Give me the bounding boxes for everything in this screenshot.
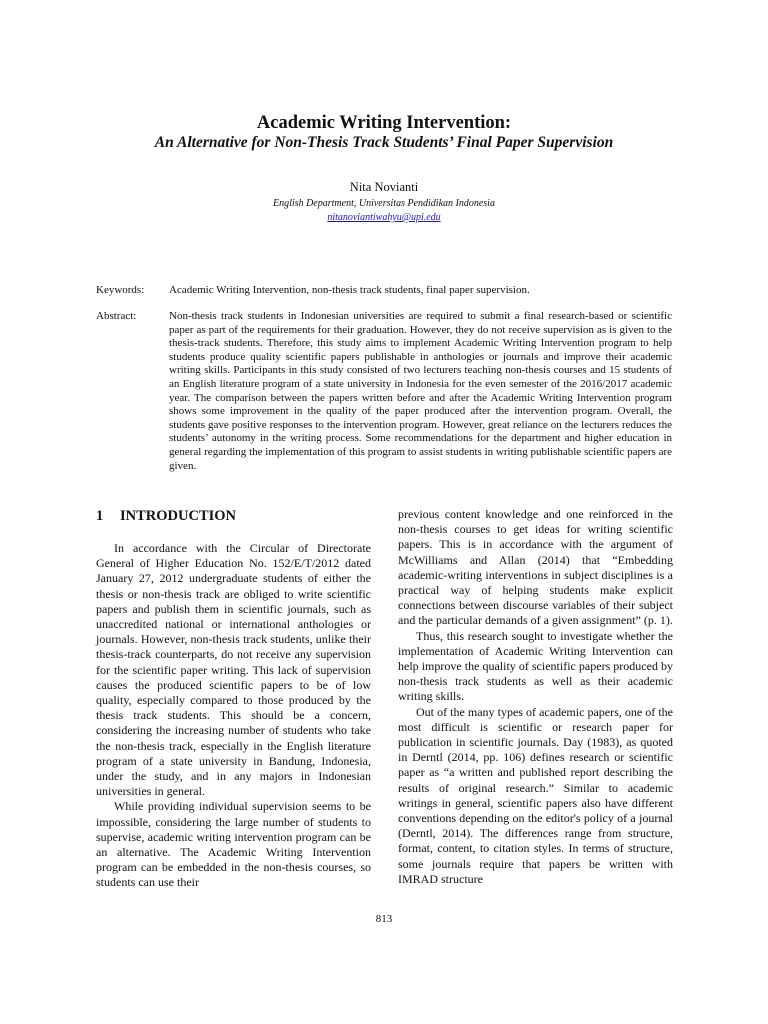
keywords-text: Academic Writing Intervention, non-thesis track students, final paper supervision. [169, 284, 530, 296]
right-column [398, 507, 673, 887]
paper-subtitle: An Alternative for Non-Thesis Track Students’ Final Paper Supervision [154, 134, 614, 151]
left-column [96, 507, 371, 891]
paragraph: While providing individual supervision seems to be impossible, considering the large number of students to supervise, academic writing intervention program can be an alternative. The Academic Writing Intervention program can be embedded in the non-thesis courses, so students can use their [96, 799, 371, 890]
page-number: 813 [375, 913, 393, 925]
section-heading [96, 507, 371, 525]
paragraph: Out of the many types of academic papers, one of the most difficult is scientific or research paper for publication in scientific journals. Day (1983), as quoted in Derntl (2014, pp. 106) defines research or scientific paper as “a written and published report describing the results of original research.” Similar to academic writings in general, scientific papers also have different conventions depending on the editor's policy of a journal (Derntl, 2014). The differences range from structure, format, content, to citation styles. In terms of structure, some journals require that papers be written with IMRAD structure [398, 704, 673, 886]
abstract-text: Non-thesis track students in Indonesian universities are required to submit a final research-based or scientific paper as part of the requirements for their graduation. However, they do not receive supervision as is given to the thesis-track students. Therefore, this study aims to implement Academic Writing Intervention program to help students produce quality scientific papers publishable in anthologies or journals and improve their academic writing skills. Participants in this study consisted of two lecturers teaching non-thesis courses and 15 students of an English literature program of a state university in Indonesia for the even semester of the 2016/2017 academic year. The comparison between the papers written before and after the Academic Writing Intervention program shows some improvement in the quality of the paper produced after the intervention program. Overall, the students gave positive responses to the intervention program. However, great reliance on the lecturers reduces the students’ autonomy in the writing process. Some recommendations for the department and higher education in general regarding the implementation of this program to assist students in writing publishable scientific papers are given. [169, 310, 672, 472]
author-name: Nita Novianti [349, 180, 419, 194]
email-link[interactable]: nitanoviantiwahyu@upi.edu [327, 212, 441, 223]
section-title: INTRODUCTION [120, 508, 237, 524]
paragraph: Thus, this research sought to investigate whether the implementation of Academic Writing Intervention can help improve the quality of scientific papers produced by non-thesis track students as well as their academic writing skills. [398, 628, 673, 704]
author-affiliation: English Department, Universitas Pendidikan Indonesia [273, 198, 495, 209]
paragraph: In accordance with the Circular of Directorate General of Higher Education No. 152/E/T/2012 dated January 27, 2012 undergraduate students of either the thesis or non-thesis track are obliged to write scientific papers and publish them in scientific journals, such as unaccredited national or international anthologies or journals. However, non-thesis track students, unlike their thesis-track counterparts, do not receive any supervision for the scientific paper writing. This lack of supervision causes the produced scientific papers to be of low quality, especially compared to those produced by the thesis track students. This should be a concern, considering the increasing number of students who take the non-thesis track, especially in the English literature program of a state university in Bandung, Indonesia, under the study, and in any majors in Indonesian universities in general. [96, 541, 371, 799]
paper-title: Academic Writing Intervention: [256, 113, 512, 133]
author-email [0, 211, 768, 224]
section-number: 1 [96, 508, 104, 524]
keywords-label: Keywords: [96, 284, 145, 296]
abstract-label: Abstract: [96, 310, 137, 322]
paragraph-continuation: previous content knowledge and one reinforced in the non-thesis courses to get ideas for writing scientific papers. This is in accordance with the argument of McWilliams and Allan (2014) that “Embedding academic-writing interventions in subject disciplines is a practical way of helping students make explicit connections between discourse variables of their subject and the particular demands of a given assignment” (p. 1). [398, 507, 673, 628]
